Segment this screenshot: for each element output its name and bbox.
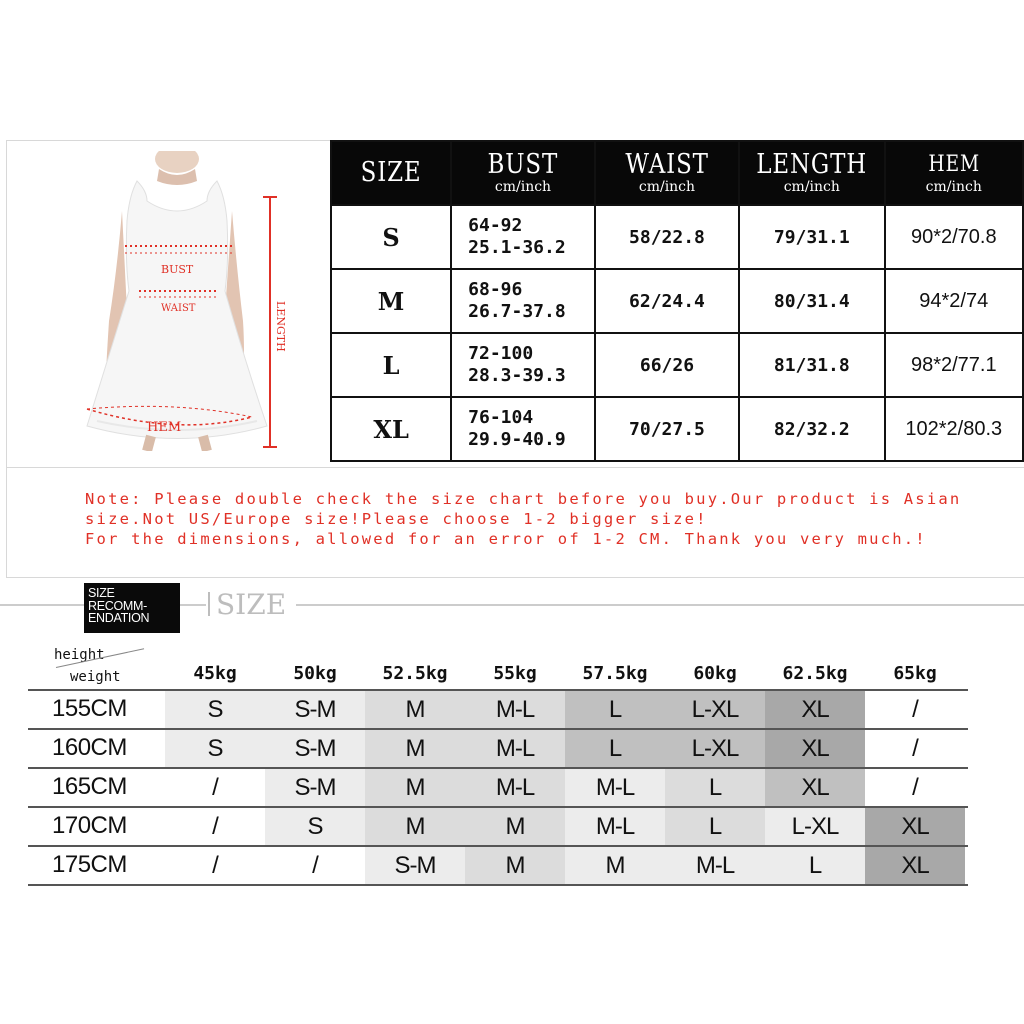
size-recommendation-cell: XL	[765, 769, 865, 806]
waist-cell: 66/26	[595, 333, 739, 397]
size-recommendation-cell: /	[212, 852, 218, 879]
waist-label: WAIST	[161, 303, 196, 314]
recommendation-row	[28, 847, 968, 886]
height-cell: 175CM	[52, 851, 127, 878]
height-cell: 160CM	[52, 734, 127, 761]
size-chart-table	[330, 140, 1024, 462]
weight-column-header: 60kg	[693, 663, 737, 684]
weight-column-header: 52.5kg	[382, 663, 448, 684]
height-cell: 170CM	[52, 812, 127, 839]
size-cell: XL	[331, 397, 451, 461]
size-chart-header	[331, 141, 1023, 205]
height-label: height	[54, 647, 105, 663]
size-row	[331, 397, 1023, 461]
model-face	[155, 151, 199, 173]
note-line-3: For the dimensions, allowed for an error of 1-2 CM. Thank you very much.!	[85, 530, 927, 548]
bust-cell: 68-96 26.7-37.8	[451, 269, 595, 333]
height-cell: 155CM	[52, 695, 127, 722]
weight-column-header: 45kg	[193, 663, 237, 684]
size-recommendation-cell: L-XL	[665, 730, 765, 767]
size-row	[331, 333, 1023, 397]
size-recommendation-cell: S	[265, 808, 365, 845]
size-recommendation-cell: M	[365, 808, 465, 845]
length-label: LENGTH	[274, 301, 287, 352]
bust-cell: 72-100 28.3-39.3	[451, 333, 595, 397]
length-cell: 81/31.8	[739, 333, 884, 397]
size-recommendation-cell: M-L	[465, 691, 565, 728]
size-recommendation-cell: /	[312, 852, 318, 879]
note-line-1: Note: Please double check the size chart before you buy.Our product is Asian	[85, 490, 962, 508]
height-cell: 165CM	[52, 773, 127, 800]
header-waist: WAIST cm/inch	[595, 141, 739, 205]
size-recommendation-cell: M	[365, 769, 465, 806]
size-recommendation-cell: L-XL	[765, 808, 865, 845]
size-recommendation-cell: L	[765, 847, 865, 884]
size-row	[331, 269, 1023, 333]
header-size: SIZE	[331, 141, 451, 205]
hem-cell: 90*2/70.8	[885, 205, 1023, 269]
size-recommendation-cell: S	[165, 691, 265, 728]
size-recommendation-cell: S-M	[265, 730, 365, 767]
size-recommendation-cell: M	[465, 847, 565, 884]
recommendation-badge	[84, 583, 180, 633]
size-note	[85, 489, 961, 549]
size-recommendation-cell: XL	[765, 691, 865, 728]
hem-cell: 102*2/80.3	[885, 397, 1023, 461]
badge-line: RECOMM-	[88, 598, 148, 613]
weight-column-header: 50kg	[293, 663, 337, 684]
length-cell: 82/32.2	[739, 397, 884, 461]
size-recommendation-cell: S-M	[265, 769, 365, 806]
size-recommendation-cell: /	[212, 774, 218, 801]
bust-cell: 76-104 29.9-40.9	[451, 397, 595, 461]
badge-line: ENDATION	[88, 611, 150, 625]
size-recommendation-cell: S-M	[365, 847, 465, 884]
panel-divider	[7, 467, 1024, 468]
size-recommendation-cell: L	[665, 808, 765, 845]
header-bust: BUST cm/inch	[451, 141, 595, 205]
size-recommendation-cell: /	[212, 813, 218, 840]
size-recommendation-cell: M-L	[465, 769, 565, 806]
note-line-2: size.Not US/Europe size!Please choose 1-2 bigger size!	[85, 510, 708, 528]
hem-cell: 94*2/74	[885, 269, 1023, 333]
recommendation-row	[28, 769, 968, 808]
size-row	[331, 205, 1023, 269]
badge-line: SIZE	[88, 586, 115, 600]
bust-label: BUST	[161, 263, 194, 276]
size-recommendation-cell: M-L	[565, 808, 665, 845]
hem-cell: 98*2/77.1	[885, 333, 1023, 397]
bust-cell: 64-92 25.1-36.2	[451, 205, 595, 269]
recommendation-row	[28, 808, 968, 847]
size-recommendation-cell: XL	[865, 847, 965, 884]
hem-label: HEM	[147, 420, 182, 435]
weight-column-header: 65kg	[893, 663, 937, 684]
section-title: SIZE	[206, 588, 296, 621]
size-recommendation-cell: /	[912, 735, 918, 762]
weight-column-header: 57.5kg	[582, 663, 648, 684]
size-recommendation-cell: M	[365, 730, 465, 767]
size-recommendation-cell: L	[665, 769, 765, 806]
recommendation-row	[28, 691, 968, 730]
recommendation-row	[28, 730, 968, 769]
weight-label: weight	[70, 669, 121, 685]
size-recommendation-cell: M-L	[565, 769, 665, 806]
length-cell: 80/31.4	[739, 269, 884, 333]
size-recommendation-cell: M	[565, 847, 665, 884]
size-cell: M	[331, 269, 451, 333]
size-recommendation-cell: M	[365, 691, 465, 728]
recommendation-header	[28, 647, 968, 691]
size-recommendation-cell: XL	[765, 730, 865, 767]
length-cell: 79/31.1	[739, 205, 884, 269]
size-recommendation-cell: S-M	[265, 691, 365, 728]
size-cell: S	[331, 205, 451, 269]
size-recommendation-cell: M	[465, 808, 565, 845]
waist-cell: 62/24.4	[595, 269, 739, 333]
header-hem: HEM cm/inch	[885, 141, 1023, 205]
size-cell: L	[331, 333, 451, 397]
weight-column-header: 62.5kg	[782, 663, 848, 684]
size-recommendation-cell: L	[565, 730, 665, 767]
size-recommendation-cell: L-XL	[665, 691, 765, 728]
size-recommendation-cell: M-L	[665, 847, 765, 884]
header-length: LENGTH cm/inch	[739, 141, 884, 205]
weight-column-header: 55kg	[493, 663, 537, 684]
size-recommendation-cell: L	[565, 691, 665, 728]
size-recommendation-cell: XL	[865, 808, 965, 845]
size-recommendation-cell: M-L	[465, 730, 565, 767]
size-recommendation-cell: S	[165, 730, 265, 767]
size-recommendation-cell: /	[912, 774, 918, 801]
waist-cell: 58/22.8	[595, 205, 739, 269]
dress-diagram	[67, 151, 327, 451]
size-recommendation-cell: /	[912, 696, 918, 723]
waist-cell: 70/27.5	[595, 397, 739, 461]
